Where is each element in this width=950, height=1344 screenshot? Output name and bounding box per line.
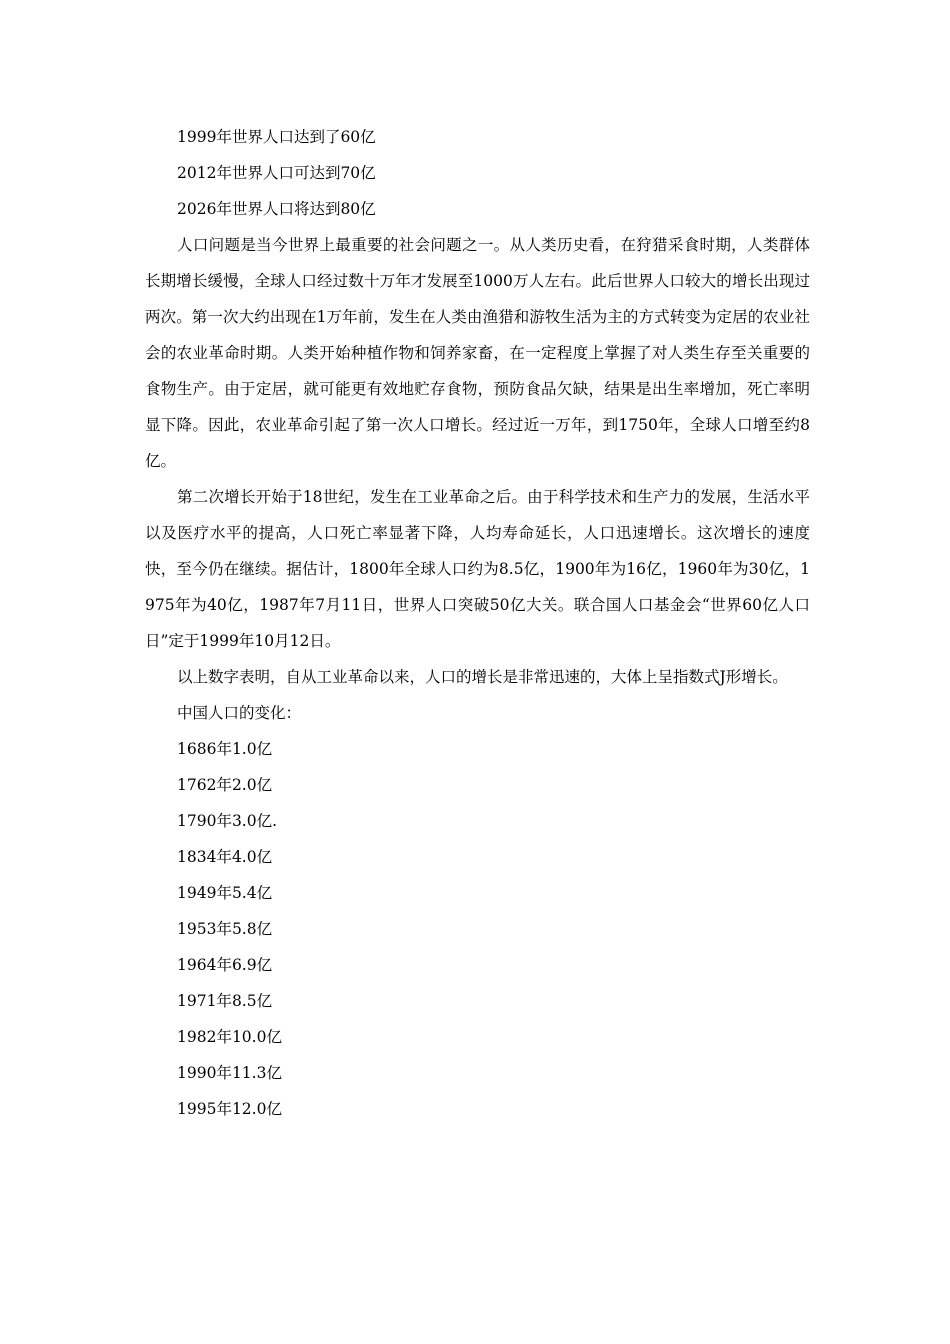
world-milestone-2012: 2012年世界人口可达到70亿: [177, 164, 376, 182]
china-population-1834: 1834年4.0亿: [177, 848, 273, 866]
china-population-1953: 1953年5.8亿: [177, 920, 273, 938]
china-population-1971: 1971年8.5亿: [177, 992, 273, 1010]
document-body: [145, 119, 810, 1127]
paragraph-second-growth: 第二次增长开始于18世纪，发生在工业革命之后。由于科学技术和生产力的发展，生活水平以及医疗水平的提高，人口死亡率显著下降，人均寿命延长，人口迅速增长。这次增长的速度快，至今仍在继续。据估计，1800年全球人口约为8.5亿，1900年为16亿，1960年为30亿，1975年为40亿，1987年7月11日，世界人口突破50亿大关。联合国人口基金会“世界60亿人口日”定于1999年10月12日。: [145, 488, 810, 650]
world-milestone-1999: 1999年世界人口达到了60亿: [177, 128, 376, 146]
china-population-1686: 1686年1.0亿: [177, 740, 273, 758]
china-population-1949: 1949年5.4亿: [177, 884, 273, 902]
paragraph-population-history: 人口问题是当今世界上最重要的社会问题之一。从人类历史看，在狩猎采食时期，人类群体长期增长缓慢，全球人口经过数十万年才发展至1000万人左右。此后世界人口较大的增长出现过两次。第一次大约出现在1万年前，发生在人类由渔猎和游牧生活为主的方式转变为定居的农业社会的农业革命时期。人类开始种植作物和饲养家畜，在一定程度上掌握了对人类生存至关重要的食物生产。由于定居，就可能更有效地贮存食物，预防食品欠缺，结果是出生率增加，死亡率明显下降。因此，农业革命引起了第一次人口增长。经过近一万年，到1750年，全球人口增至约8亿。: [145, 236, 810, 470]
world-milestone-2026: 2026年世界人口将达到80亿: [177, 200, 376, 218]
china-population-1990: 1990年11.3亿: [177, 1064, 282, 1082]
china-population-1995: 1995年12.0亿: [177, 1100, 282, 1118]
china-population-1982: 1982年10.0亿: [177, 1028, 282, 1046]
china-population-1762: 1762年2.0亿: [177, 776, 273, 794]
paragraph-conclusion: 以上数字表明，自从工业革命以来，人口的增长是非常迅速的，大体上呈指数式J形增长。: [177, 668, 788, 686]
china-population-1964: 1964年6.9亿: [177, 956, 273, 974]
china-population-heading: 中国人口的变化：: [177, 704, 302, 722]
china-population-1790: 1790年3.0亿.: [177, 812, 278, 830]
